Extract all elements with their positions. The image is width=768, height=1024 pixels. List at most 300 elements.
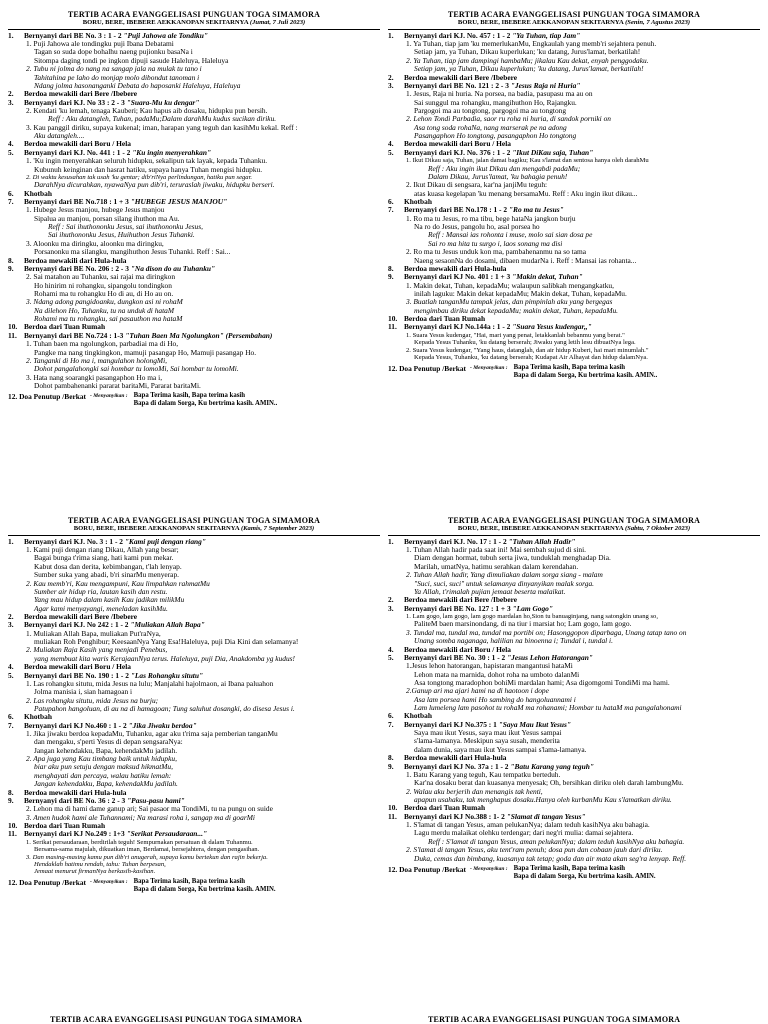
agenda-number: 2. bbox=[388, 72, 394, 82]
lyric-line: 1.Jesus lehon hatorangan, hapistaran mangantusi hataMi bbox=[406, 662, 573, 671]
hymn-lyrics bbox=[8, 730, 380, 789]
hymn-title: "Tuhan Baen Ma Ngolungkon" (Persembahan) bbox=[125, 330, 273, 340]
lyric-line: 2. Kendati 'ku lemah, tenaga Kauberi; Kau hapus aib dosaku, hidupku pun bersih. bbox=[26, 107, 268, 115]
hymn-title: "Suara-Mu ku dengar" bbox=[126, 97, 200, 107]
agenda-number: 4. bbox=[8, 139, 14, 149]
hymn-title: "Saya Mau Ikut Yesus" bbox=[498, 719, 572, 729]
agenda-item-heading bbox=[388, 538, 760, 546]
agenda-text bbox=[24, 797, 380, 805]
hymn-lyrics bbox=[388, 332, 760, 362]
lyric-line: 2. Walau aku berjerih dan menangis tak henti, bbox=[406, 787, 543, 796]
lyric-line: 1. 'Ku ingin menyerahkan seluruh hidupku, sekalipun tak layak, kepada Tuhanku. bbox=[26, 157, 268, 166]
agenda-text bbox=[24, 149, 380, 157]
lyric-line: Lehon mata na marnida, dohot roha na umboto dalanMi bbox=[414, 670, 580, 679]
hymn-lyrics bbox=[8, 107, 380, 140]
lyric-line: 1. Jesus, Raja ni huria. Na porsea, na badia, pasupasu ma au on bbox=[406, 90, 593, 99]
agenda-item-heading bbox=[388, 323, 760, 331]
agenda-item bbox=[388, 149, 760, 198]
agenda-label: Khotbah bbox=[404, 711, 432, 721]
lyric-line: Pargogoi ma au tongtong, pargogoi ma au tongtong bbox=[414, 107, 567, 115]
agenda-text bbox=[404, 149, 760, 157]
agenda-label: Bernyanyi dari KJ No.144a : 1 - 2 bbox=[404, 322, 511, 332]
lyric-line: 3. Buatlah tanganMu tampak jelas, dan pimpinlah aku yang bergegas bbox=[406, 298, 613, 307]
agenda-label: Bernyanyi dari BE No. 30 : 1 - 2 bbox=[404, 652, 506, 662]
agenda-text bbox=[24, 672, 380, 680]
lyric-line: Lam lumeleng lam pasohot tu rohaM ma rohanami; Hombar tu hataM ma pangalahonami bbox=[414, 704, 682, 713]
agenda-text bbox=[404, 32, 760, 40]
agenda-number: 9. bbox=[388, 272, 394, 282]
lyric-line: 3. Ndang adong pangidoanku, dungkon asi ni rohaM bbox=[26, 298, 183, 307]
agenda-label: Berdoa dari Tuan Rumah bbox=[24, 820, 106, 830]
agenda-label: Berdoa mewakili dari Hula-hula bbox=[24, 255, 127, 265]
closing-prayer bbox=[388, 364, 760, 380]
lyric-line: PaliteM baen marsinondang, di na tiur i marsiat ho; Lam gogo, lam gogo. bbox=[414, 620, 632, 629]
program-header bbox=[8, 10, 380, 27]
lyric-line: 2. Sai matahon au Tuhanku, sai rajai ma diringkon bbox=[26, 273, 176, 282]
program-header bbox=[388, 516, 760, 533]
lyric-line: 2.Ganup ari ma ajari hami na di haotoon i dope bbox=[406, 687, 549, 696]
agenda-text bbox=[24, 830, 380, 838]
lyric-line: DarahNya dicurahkan, nyawaNya pun dib'ri, teruraslah jiwaku, hidupku berseri. bbox=[34, 181, 275, 190]
lyric-line: Bersama-sama majulah, dikuatkan iman, Berdamai, bersejahtera, dengan pengasihan. bbox=[34, 846, 260, 854]
cut-off-title-right: TERTIB ACARA EVANGGELISASI PUNGUAN TOGA SIMAMORA bbox=[428, 1015, 681, 1024]
agenda-item-heading bbox=[388, 605, 760, 613]
agenda-text bbox=[24, 722, 380, 730]
lyric-line: Sitompa daging tondi pe ingkon dipuji sasude Haleluya, Haleluya bbox=[34, 56, 229, 65]
blessing-line-2: Bapa di dalam Sorga, Ku bertrima kasih. AMIN. bbox=[133, 886, 276, 894]
lyric-line: 1. Jika jiwaku berdoa kepadaMu, Tuhanku, agar aku t'rima saja pemberian tanganMu bbox=[26, 730, 278, 739]
agenda-label: Khotbah bbox=[24, 712, 52, 722]
hymn-title: "Batu Karang yang teguh" bbox=[510, 761, 594, 771]
program-title: TERTIB ACARA EVANGGELISASI PUNGUAN TOGA SIMAMORA bbox=[67, 10, 321, 19]
agenda-label: Bernyanyi dari KJ. No. 17 : 1 - 2 bbox=[404, 536, 507, 546]
agenda-label: Bernyanyi dari BE No.724 : 1-3 bbox=[24, 330, 124, 340]
closing-label: 12. Doa Penutup /Berkat bbox=[8, 392, 87, 402]
program-panel-september bbox=[8, 516, 380, 1004]
agenda-item bbox=[388, 538, 760, 597]
hymn-lyrics bbox=[388, 546, 760, 596]
lyric-line: Pangke ma nang tingkingkon, mamuji pasangap Ho, Mamuji pasangap Ho. bbox=[34, 348, 257, 357]
event-date: (Senin, 7 Agustus 2023) bbox=[625, 19, 691, 27]
hymn-lyrics bbox=[388, 157, 760, 198]
lyric-line: Tagan so suda dope bohalhu naeng pujionku basaNa i bbox=[34, 48, 193, 57]
lyric-line: 2. Las rohangku situtu, mida Jesus na burju; bbox=[26, 696, 159, 705]
lyric-line: Saya mau ikut Yesus, saya mau ikut Yesus sampai bbox=[414, 729, 562, 738]
agenda-label: Bernyanyi dari KJ. No. 457 : 1 - 2 bbox=[404, 30, 511, 40]
lyric-line: 1. S'lamat di tangan Yesus, aman pelukanNya; dalam teduh kasihNya aku bahagia. bbox=[406, 821, 650, 830]
agenda-text bbox=[404, 273, 760, 281]
agenda-label: Bernyanyi dari BE No. 3 : 1 - 2 bbox=[24, 30, 122, 40]
agenda-number: 10. bbox=[8, 322, 18, 332]
congregation-line: BORU, BERE, IBEBERE AEKKANOPAN SEKITARNYA bbox=[457, 525, 624, 533]
lyric-line: 1. Tuhan Allah hadir pada saat ini! Mai sembah sujud di sini. bbox=[406, 546, 587, 555]
lyric-line: Pasangaphon Ho tongtong, pasangaphon Ho tongtong bbox=[414, 132, 577, 141]
lyric-line: 2. S'lamat di tangan Yesus, aku tent'ram penuh; dosa pun dan cobaan jauh dari diriku. bbox=[406, 846, 663, 855]
agenda-number: 1. bbox=[8, 30, 14, 40]
lyric-line: 1. Makin dekat, Tuhan, kepadaMu; walaupun salibkah mengangkatku, bbox=[406, 281, 614, 290]
lyric-line: 2. Kau memb'ri, Kau mengampuni, Kau limpahkan rahmatMu bbox=[26, 579, 210, 588]
blessing-line-1: Bapa Terima kasih, Bapa terima kasih bbox=[513, 363, 626, 371]
lyric-line: Yang mau hidup dalam kasih Kau jadikan milikMu bbox=[34, 596, 185, 605]
hymn-lyrics bbox=[388, 282, 760, 315]
agenda-label: Bernyanyi dari BE No. 36 : 2 - 3 bbox=[24, 795, 126, 805]
agenda-item bbox=[388, 813, 760, 863]
lyric-line: 2. Ikut Dikau di sengsara, kar'na janjiMu teguh: bbox=[406, 181, 548, 190]
agenda-item-heading bbox=[388, 654, 760, 662]
agenda-number: 8. bbox=[388, 753, 394, 763]
lyric-line: dalam dunia, saya mau ikut Yesus sampai s'lama-lamanya. bbox=[414, 745, 587, 754]
hymn-title: "Kami puji dengan riang" bbox=[124, 536, 206, 546]
agenda-label: Bernyanyi dari KJ. No. 3 : 1 - 2 bbox=[24, 536, 123, 546]
sing-note: - Menyanyikan : bbox=[470, 364, 508, 371]
agenda-label: Bernyanyi dari BE No.178 : 1 - 2 bbox=[404, 205, 508, 215]
lyric-line: 1. Puji Jahowa ale tondingku puji Ibana Debatami bbox=[26, 40, 174, 49]
program-subtitle bbox=[8, 19, 380, 27]
lyric-line: Rohami ma tu rohangku Ho di au, di Ho au on. bbox=[34, 289, 174, 298]
agenda-label: Berdoa dari Tuan Rumah bbox=[404, 803, 486, 813]
agenda-item bbox=[388, 323, 760, 361]
lyric-line: 2. Suara Yesus kudengar, "Yang haus, datanglah, dan air hidup Kuberi, hai mari minumlah." bbox=[406, 346, 649, 354]
hymn-title: "Jesus Lehon Hatorangan" bbox=[507, 652, 593, 662]
agenda-item bbox=[388, 32, 760, 74]
agenda-list bbox=[388, 535, 760, 863]
hymn-title: "Ro ma tu Jesus" bbox=[508, 205, 564, 215]
lyric-line: s'lama-lamanya. Meskipun saya susah, menderita bbox=[414, 737, 560, 746]
agenda-number: 10. bbox=[8, 820, 18, 830]
agenda-label: Bernyanyi dari KJ. No. 441 : 1 - 2 bbox=[24, 147, 131, 157]
agenda-label: Bernyanyi dari KJ No.249 : 1+3 bbox=[24, 829, 125, 839]
agenda-item bbox=[8, 672, 380, 714]
agenda-number: 5. bbox=[388, 652, 394, 662]
blessing-song bbox=[134, 878, 276, 894]
lyric-line: 2. Apa juga yang Kau timbang baik untuk hidupku, bbox=[26, 755, 177, 764]
lyric-line: 1. Serikat persaudaraan, berdirilah teguh! Sempurnakan persatuan di dalam Tuhanmu. bbox=[26, 838, 253, 846]
lyric-line: Jemaat menurut firmanNya berkasih-kasihan. bbox=[34, 868, 156, 876]
agenda-number: 6. bbox=[8, 188, 14, 198]
agenda-number: 5. bbox=[388, 147, 394, 157]
hymn-lyrics bbox=[388, 662, 760, 712]
agenda-number: 11. bbox=[8, 829, 17, 839]
agenda-label: Bernyanyi dari BE No. 206 : 2 - 3 bbox=[24, 263, 129, 273]
agenda-number: 3. bbox=[388, 603, 394, 613]
hymn-lyrics bbox=[388, 771, 760, 804]
program-panel-august bbox=[388, 10, 760, 520]
lyric-line: 2. Muliakan Raja Kasih yang menjadi Penebus, bbox=[26, 646, 168, 655]
agenda-label: Berdoa mewakili dari Bere /Ibebere bbox=[24, 89, 138, 99]
agenda-text bbox=[24, 198, 380, 206]
agenda-item bbox=[8, 332, 380, 391]
agenda-number: 4. bbox=[388, 644, 394, 654]
agenda-item-heading bbox=[8, 198, 380, 206]
agenda-item bbox=[8, 265, 380, 324]
program-title: TERTIB ACARA EVANGGELISASI PUNGUAN TOGA SIMAMORA bbox=[67, 516, 321, 525]
agenda-item-heading bbox=[8, 265, 380, 273]
agenda-label: Bernyanyi dari KJ No.460 : 1 - 2 bbox=[24, 720, 127, 730]
agenda-number: 6. bbox=[8, 712, 14, 722]
agenda-item-heading bbox=[8, 830, 380, 838]
agenda-label: Berdoa mewakili dari Hula-hula bbox=[404, 263, 507, 273]
agenda-item bbox=[388, 273, 760, 315]
agenda-label: Khotbah bbox=[404, 197, 432, 207]
agenda-number: 4. bbox=[388, 139, 394, 149]
agenda-number: 11. bbox=[388, 322, 397, 332]
agenda-list bbox=[388, 29, 760, 362]
congregation-line: BORU, BERE, IBEBERE AEKKANOPAN SEKITARNYA bbox=[82, 19, 249, 27]
lyric-line: Lagu merdu malaikat olehku terdengar; dari neg'ri mulia: damai sejahtera. bbox=[414, 829, 634, 838]
agenda-number: 7. bbox=[388, 719, 394, 729]
agenda-label: Berdoa mewakili dari Boru / Hela bbox=[404, 644, 511, 654]
agenda-label: Bernyanyi dari KJ No.388 : 1- 2 bbox=[404, 811, 505, 821]
lyric-line: Diam dengan hormat, tubuh serta jiwa, tunduklah menghadap Dia. bbox=[414, 554, 611, 563]
hymn-lyrics bbox=[8, 680, 380, 713]
hymn-title: "Jesus Raja ni Huria" bbox=[510, 80, 581, 90]
agenda-item bbox=[8, 99, 380, 141]
lyric-line: biar aku pun setuju dengan maksud hikmatMu, bbox=[34, 763, 173, 772]
program-panel-october bbox=[388, 516, 760, 1004]
lyric-line: 1. Ro ma tu Jesus, ro ma tibu, bege hataNa jangkon burju bbox=[406, 214, 576, 223]
hymn-title: "Tuhan Allah Hadir" bbox=[508, 536, 576, 546]
agenda-label: Khotbah bbox=[24, 188, 52, 198]
agenda-item bbox=[388, 721, 760, 754]
blessing-song bbox=[134, 392, 278, 408]
lyric-line: 1. Las rohangku situtu, mida Jesus na lulu; Manjalahi hajolmaon, ai Ibana paluahon bbox=[26, 679, 274, 688]
agenda-number: 7. bbox=[388, 205, 394, 215]
lyric-line: Jangan kehendakku, Bapa, kehendakMu jadilah. bbox=[34, 746, 178, 755]
lyric-line: muliakan Roh Penghibur; KeesaanNya Yang Esa!Haleluya, puji Dia Kini dan selamanya! bbox=[34, 638, 299, 647]
agenda-number: 2. bbox=[8, 612, 14, 621]
hymn-lyrics bbox=[8, 839, 380, 876]
agenda-item bbox=[388, 654, 760, 713]
blessing-song bbox=[514, 865, 656, 881]
event-date: (Kamis, 7 September 2023) bbox=[240, 525, 315, 533]
hymn-title: "Na dison do au Tuhanku" bbox=[130, 263, 216, 273]
agenda-label: Bernyanyi dari BE No.718 : 1 + 3 bbox=[24, 197, 129, 207]
agenda-label: Bernyanyi dari BE No. 190 : 1 - 2 bbox=[24, 670, 129, 680]
agenda-number: 5. bbox=[8, 670, 14, 680]
agenda-item-heading bbox=[388, 763, 760, 771]
agenda-label: Bernyanyi dari KJ. No 33 : 2 - 3 bbox=[24, 97, 125, 107]
lyric-line: Rohami ma tu rohangku, sai pasauthon ma hataM bbox=[34, 315, 183, 324]
agenda-label: Berdoa mewakili dari Boru / Hela bbox=[24, 139, 131, 149]
lyric-line: Tahitahina pe laho do monjap molo dibondut tanoman i bbox=[34, 73, 200, 82]
program-panel-july bbox=[8, 10, 380, 520]
lyric-line: 1. Batu Karang yang teguh, Kau tempatku berteduh. bbox=[406, 770, 561, 779]
agenda-number: 6. bbox=[388, 711, 394, 721]
agenda-text bbox=[24, 99, 380, 107]
agenda-item-heading bbox=[388, 813, 760, 821]
program-title: TERTIB ACARA EVANGGELISASI PUNGUAN TOGA SIMAMORA bbox=[447, 516, 701, 525]
sing-note: - Menyanyikan : bbox=[90, 393, 128, 400]
agenda-label: Bernyanyi dari KJ. No. 376 : 1 - 2 bbox=[404, 147, 511, 157]
hymn-title: "Makin dekat, Tuhan" bbox=[512, 272, 583, 282]
closing-prayer bbox=[8, 392, 380, 408]
lyric-line: Marilah, umatNya, hatimu serahkan dalam kerendahan. bbox=[414, 562, 579, 571]
lyric-line: Na dilehon Ho, Tuhanku, tu na unduk di hataM bbox=[34, 306, 175, 315]
agenda-number: 8. bbox=[8, 787, 14, 797]
agenda-text bbox=[404, 538, 760, 546]
hymn-title: "Slamat di tangan Yesus" bbox=[506, 811, 586, 821]
hymn-lyrics bbox=[388, 729, 760, 754]
event-date: (Jumat, 7 Juli 2023) bbox=[249, 19, 306, 27]
agenda-label: Berdoa dari Tuan Rumah bbox=[24, 322, 106, 332]
lyric-line: mengimbau diriku dekat kepadaMu; makin dekat, Tuhan, kepadaMu. bbox=[414, 306, 619, 315]
closing-label: 12. Doa Penutup /Berkat bbox=[388, 363, 467, 373]
lyric-line: Sai sunggul ma rohangku, mangihuthon Ho, Rajangku. bbox=[414, 98, 577, 107]
lyric-line: "Suci, suci, suci" untuk selamanya dinyanyikan malak sorga. bbox=[414, 579, 594, 588]
agenda-item-heading bbox=[388, 273, 760, 281]
agenda-number: 9. bbox=[8, 263, 14, 273]
agenda-label: Berdoa mewakili dari Boru / Hela bbox=[24, 662, 131, 672]
agenda-text bbox=[404, 323, 760, 331]
agenda-text bbox=[24, 265, 380, 273]
sing-note: - Menyanyikan : bbox=[470, 865, 508, 872]
program-header bbox=[8, 516, 380, 533]
lyric-line: 2. Ro ma tu Jesus unduk kon ma, pambahenanmu na so tama bbox=[406, 248, 587, 257]
agenda-text bbox=[404, 206, 760, 214]
agenda-item bbox=[388, 82, 760, 141]
lyric-line: Naeng sesaonNa do dosami, dibaen mudarNa i. Reff : Mansai ias rohanta... bbox=[414, 256, 637, 265]
hymn-title: "Pasu-pasu hami" bbox=[127, 795, 185, 805]
hymn-lyrics bbox=[8, 273, 380, 323]
lyric-line: Kepada Yesus Tuhanku, 'ku datang berserah; Jiwaku yang letih lesu dibuatNya lega. bbox=[414, 339, 636, 347]
agenda-item-heading bbox=[388, 149, 760, 157]
hymn-title: "Lam Gogo" bbox=[512, 603, 553, 613]
agenda-text bbox=[404, 813, 760, 821]
lyric-line: Reff : S'lamat di tangan Yesus, aman pelukanNya; dalam teduh kasihNya aku bahagia. bbox=[428, 837, 685, 846]
agenda-number: 1. bbox=[8, 536, 14, 546]
blessing-line-2: Bapa di dalam Sorga, Ku bertrima kasih. AMIN.. bbox=[513, 371, 658, 379]
lyric-line: Agar kami menyayangi, meneladan kasihMu. bbox=[34, 604, 168, 613]
agenda-number: 6. bbox=[388, 197, 394, 207]
lyric-line: Sumber suka yang abadi, b'ri sinarMu menyerap. bbox=[34, 571, 180, 580]
lyric-line: Kar'na dosaku berat dan kuasanya menyesak; Oh, bersihkan diriku oleh darah lambungMu. bbox=[414, 779, 684, 788]
closing-label: 12. Doa Penutup /Berkat bbox=[388, 864, 467, 874]
hymn-title: "Ikut DiKau saja, Tuhan" bbox=[512, 147, 594, 157]
lyric-line: 3. Aloonku ma diringku, aloonku ma diringku, bbox=[26, 239, 164, 248]
blessing-song bbox=[514, 364, 658, 380]
agenda-number: 5. bbox=[8, 147, 14, 157]
agenda-number: 3. bbox=[8, 620, 14, 630]
agenda-text bbox=[24, 32, 380, 40]
hymn-lyrics bbox=[8, 546, 380, 613]
lyric-line: atas kuasa kegelapan 'ku menang bersamaMu. Reff : Aku ingin ikut dikau... bbox=[414, 189, 638, 198]
agenda-item bbox=[388, 763, 760, 805]
agenda-text bbox=[404, 605, 760, 613]
lyric-line: 3. Amen hudok hami ale Tuhannami; Na marasi roha i, sangap ma di goarMi bbox=[26, 813, 255, 822]
hymn-lyrics bbox=[388, 821, 760, 863]
agenda-item-heading bbox=[8, 32, 380, 40]
event-date: (Sabtu, 7 Oktober 2023) bbox=[624, 525, 691, 533]
agenda-item-heading bbox=[8, 538, 380, 546]
lyric-line: Setiap jam, ya Tuhan, Dikau kuperlukan; 'ku datang, Jurus'lamat, berkatilah! bbox=[414, 48, 641, 57]
agenda-number: 9. bbox=[8, 795, 14, 805]
lyric-line: 1. Suara Yesus kudengar, "Hai, mari yang penat, letakkanlah bebanmu yang berat." bbox=[406, 331, 625, 339]
lyric-line: menghayati dan percaya, walau hatiku lemah: bbox=[34, 771, 172, 780]
agenda-number: 1. bbox=[388, 30, 394, 40]
agenda-number: 1. bbox=[388, 536, 394, 546]
lyric-line: 3. Hata nang soarangki pasangaphon Ho ma i, bbox=[26, 373, 163, 382]
agenda-text bbox=[24, 332, 380, 340]
lyric-line: Ya Allah, t'rimalah pujian jemaat beserta malaikat. bbox=[414, 587, 566, 596]
lyric-line: 3. Kau panggil diriku, supaya kukenal; iman, harapan yang teguh dan kasihMu kekal. Reff : bbox=[26, 123, 298, 132]
congregation-line: BORU, BERE, IBEBERE AEKKANOPAN SEKITARNYA bbox=[457, 19, 624, 27]
agenda-item bbox=[8, 198, 380, 257]
agenda-label: Berdoa mewakili dari Bere /Ibebere bbox=[404, 595, 518, 605]
agenda-item-heading bbox=[8, 149, 380, 157]
hymn-lyrics bbox=[8, 340, 380, 390]
agenda-number: 7. bbox=[8, 197, 14, 207]
next-page-header-strip bbox=[0, 1012, 768, 1024]
agenda-item bbox=[8, 797, 380, 822]
lyric-line: Patupahon hangoluan, di au na di hamagoan; Tung saluhut dosangki, do disesa Jesus i. bbox=[34, 704, 295, 713]
lyric-line: Sai ihuthononku Jesus, Huihuthon Jesus Tuhanki. bbox=[48, 231, 195, 240]
lyric-line: 1. Muliakan Allah Bapa, muliakan Put'raNya, bbox=[26, 629, 161, 638]
lyric-line: 2. Ya Tuhan, tiap jam dampingi hambaMu; jikalau Kau dekat, enyah penggodaku. bbox=[406, 56, 649, 65]
lyric-line: Dohot pangalahongki sai hombar tu lomoMi, Sai hombar tu lomoMi. bbox=[34, 365, 239, 374]
agenda-item bbox=[8, 830, 380, 876]
lyric-line: Jangan kehendakku, Bapa, kehendakMu jadilah. bbox=[34, 780, 178, 789]
hymn-title: "Ku ingin menyerahkan" bbox=[132, 147, 212, 157]
agenda-item-heading bbox=[8, 99, 380, 107]
lyric-line: Reff : Sai ihuthononku Jesus, sai ihuthononku Jesus, bbox=[48, 223, 203, 232]
lyric-line: 2. Tubu ni jolma do nang na sangap jala na mulak tu tano i bbox=[26, 65, 202, 74]
congregation-line: BORU, BERE, IBEBERE AEKKANOPAN SEKITARNYA bbox=[73, 525, 240, 533]
lyric-line: Dalam Dikau, Jurus'lamat, 'ku bahagia penuh! bbox=[428, 172, 568, 181]
hymn-title: "Muliakan Allah Bapa" bbox=[130, 620, 205, 630]
lyric-line: 2. Tanganki di Ho ma i, mangulahon holongMi, bbox=[26, 356, 167, 365]
agenda-label: Bernyanyi dari BE No. 127 : 1 + 3 bbox=[404, 603, 511, 613]
lyric-line: Kabut dosa dan derita, kebimbangan, t'lah lenyap. bbox=[34, 562, 182, 571]
agenda-item bbox=[8, 149, 380, 190]
lyric-line: Reff : Aku datangleh, Tuhan, padaMu;Dalam darahMu kudus sucikan diriku. bbox=[48, 115, 277, 124]
agenda-label: Bernyanyi dari BE No. 121 : 2 - 3 bbox=[404, 80, 509, 90]
agenda-label: Berdoa dari Tuan Rumah bbox=[404, 314, 486, 324]
agenda-number: 10. bbox=[388, 803, 398, 813]
agenda-number: 9. bbox=[388, 761, 394, 771]
lyric-line: Ndang jolma hasonanganki Debata do haposanki Haleluya, Haleluya bbox=[34, 81, 241, 90]
agenda-item bbox=[388, 206, 760, 265]
agenda-label: Bernyanyi dari KJ No. 37a : 1 - 2 bbox=[404, 761, 509, 771]
lyric-line: 2. Lehon Tondi Parbadia, saor ru roha ni huria, di sandok porniki on bbox=[406, 115, 611, 124]
lyric-line: 3. Dan masing-masing kamu pun dib'ri anugerah, supaya kamu bertekun dan rajin bekerja. bbox=[26, 853, 268, 861]
hymn-title: "Jika Jiwaku berdoa" bbox=[128, 720, 197, 730]
lyric-line: Unang somba naganaga, halilian na binoenna i; Tundal i, tundal i. bbox=[414, 637, 613, 646]
agenda-list bbox=[8, 29, 380, 391]
program-subtitle bbox=[388, 525, 760, 533]
closing-label: 12. Doa Penutup /Berkat bbox=[8, 877, 87, 887]
agenda-label: Berdoa mewakili dari Hula-hula bbox=[404, 753, 507, 763]
lyric-line: 1. Ikut Dikau saja, Tuhan, jalan damai bagiku; Kau s'lamat dan sentosa hanya oleh darahMu bbox=[406, 157, 649, 165]
lyric-line: dan mengaku, s'perti Yesus di depan sengsaraNya: bbox=[34, 738, 183, 747]
hymn-title: "HUBEGE JESUS MANJOU" bbox=[130, 197, 228, 207]
lyric-line: Na ro do Jesus, pangolu ho, asal porsea ho bbox=[414, 223, 540, 232]
agenda-item-heading bbox=[8, 621, 380, 629]
agenda-text bbox=[404, 721, 760, 729]
lyric-line: Duka, cemas dan bimbang, kuasanya tak tetap; goda dan air mata akan seg'ra lenyap. Reff. bbox=[414, 854, 687, 863]
agenda-item-heading bbox=[8, 332, 380, 340]
agenda-label: Bernyanyi dari KJ. No 242 : 1 - 2 bbox=[24, 620, 129, 630]
agenda-item-heading bbox=[388, 206, 760, 214]
lyric-line: Sipalua au manjou, porsan silang ihuthon ma Au. bbox=[34, 214, 180, 223]
lyric-line: Bagai bunga t'rima siang, hati kami pun mekar. bbox=[34, 554, 174, 563]
agenda-item bbox=[8, 32, 380, 91]
lyric-line: Porsanonku ma silangku, mangihuthon Jesus Tuhanki. Reff : Sai... bbox=[34, 248, 231, 257]
program-header bbox=[388, 10, 760, 27]
agenda-list bbox=[8, 535, 380, 876]
hymn-title: "Suara Yesus kudengar,," bbox=[512, 322, 592, 332]
program-subtitle bbox=[388, 19, 760, 27]
lyric-line: 2. Tuhan Allah hadir, Yang dimuliakan dalam sorga siang - malam bbox=[406, 571, 603, 580]
